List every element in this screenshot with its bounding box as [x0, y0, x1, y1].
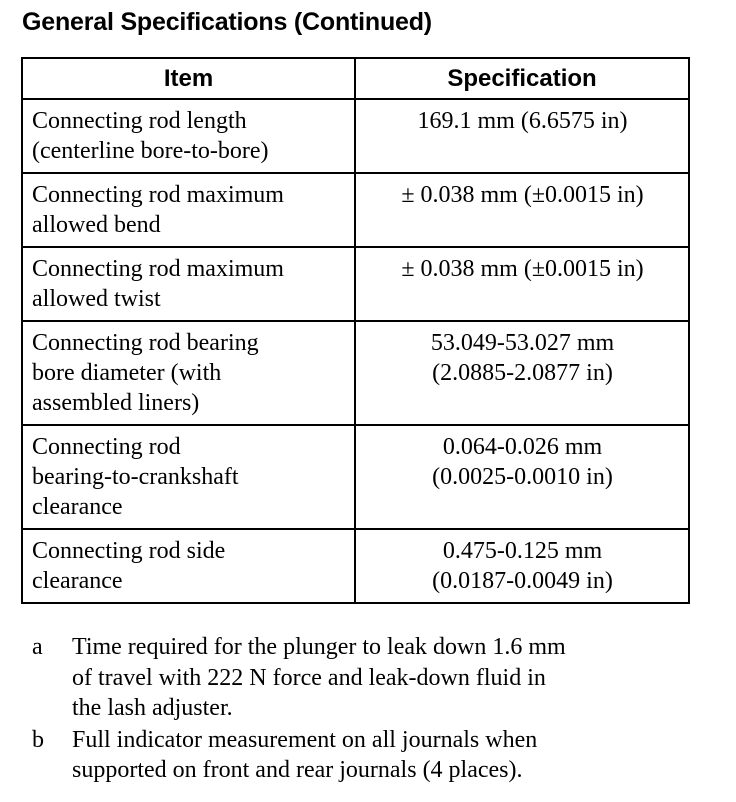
- item-line: Connecting rod length: [32, 108, 247, 134]
- column-header-specification: Specification: [355, 58, 689, 99]
- table-row: [22, 99, 689, 173]
- table-body: [22, 99, 689, 603]
- specification-cell: [355, 529, 689, 603]
- specification-line: ± 0.038 mm (±0.0015 in): [401, 182, 644, 208]
- specification-line: (0.0025-0.0010 in): [432, 464, 613, 490]
- item-line: bore diameter (with: [32, 360, 222, 386]
- footnote-text: [72, 632, 692, 724]
- footnote: [32, 632, 692, 724]
- specification-line: (0.0187-0.0049 in): [432, 568, 613, 594]
- item-line: Connecting rod: [32, 434, 181, 460]
- item-cell: [22, 425, 355, 529]
- item-line: allowed twist: [32, 286, 161, 312]
- footnote-line: of travel with 222 N force and leak-down fluid in: [72, 664, 546, 691]
- footnote-line: the lash adjuster.: [72, 695, 233, 721]
- item-line: Connecting rod side: [32, 538, 226, 564]
- item-cell: [22, 99, 355, 173]
- item-line: clearance: [32, 568, 123, 594]
- item-cell: [22, 321, 355, 425]
- item-cell: [22, 247, 355, 321]
- table-row: [22, 321, 689, 425]
- specification-cell: [355, 247, 689, 321]
- footnote-text: [72, 725, 692, 786]
- table-row: [22, 173, 689, 247]
- table-row: [22, 529, 689, 603]
- footnote-key: a: [32, 634, 43, 660]
- footnote-line: Full indicator measurement on all journals when: [72, 726, 538, 753]
- item-cell: [22, 173, 355, 247]
- specification-cell: [355, 321, 689, 425]
- footnote: [32, 725, 692, 786]
- page-title: General Specifications (Continued): [22, 8, 432, 36]
- column-header-item: Item: [22, 58, 355, 99]
- item-line: Connecting rod maximum: [32, 182, 284, 208]
- item-line: bearing-to-crankshaft: [32, 464, 239, 490]
- specification-line: 169.1 mm (6.6575 in): [417, 108, 628, 134]
- specification-line: (2.0885-2.0877 in): [432, 360, 613, 386]
- item-line: Connecting rod bearing: [32, 330, 259, 356]
- table-row: [22, 247, 689, 321]
- item-line: (centerline bore-to-bore): [32, 138, 269, 164]
- specification-line: ± 0.038 mm (±0.0015 in): [401, 256, 644, 282]
- item-line: Connecting rod maximum: [32, 256, 284, 282]
- footnote-line: supported on front and rear journals (4 places).: [72, 757, 523, 783]
- footnotes: [32, 632, 692, 787]
- item-line: allowed bend: [32, 212, 161, 238]
- specification-line: 53.049-53.027 mm: [430, 330, 615, 356]
- item-line: assembled liners): [32, 390, 200, 416]
- item-line: clearance: [32, 494, 123, 520]
- footnote-key: b: [32, 726, 44, 753]
- item-cell: [22, 529, 355, 603]
- specification-cell: [355, 173, 689, 247]
- footnote-line: Time required for the plunger to leak down 1.6 mm: [72, 634, 566, 660]
- specification-cell: [355, 99, 689, 173]
- table-header-row: [22, 58, 689, 99]
- specification-cell: [355, 425, 689, 529]
- specification-line: 0.475-0.125 mm: [442, 538, 603, 564]
- specification-line: 0.064-0.026 mm: [442, 434, 603, 460]
- specifications-table: [21, 57, 690, 604]
- table-row: [22, 425, 689, 529]
